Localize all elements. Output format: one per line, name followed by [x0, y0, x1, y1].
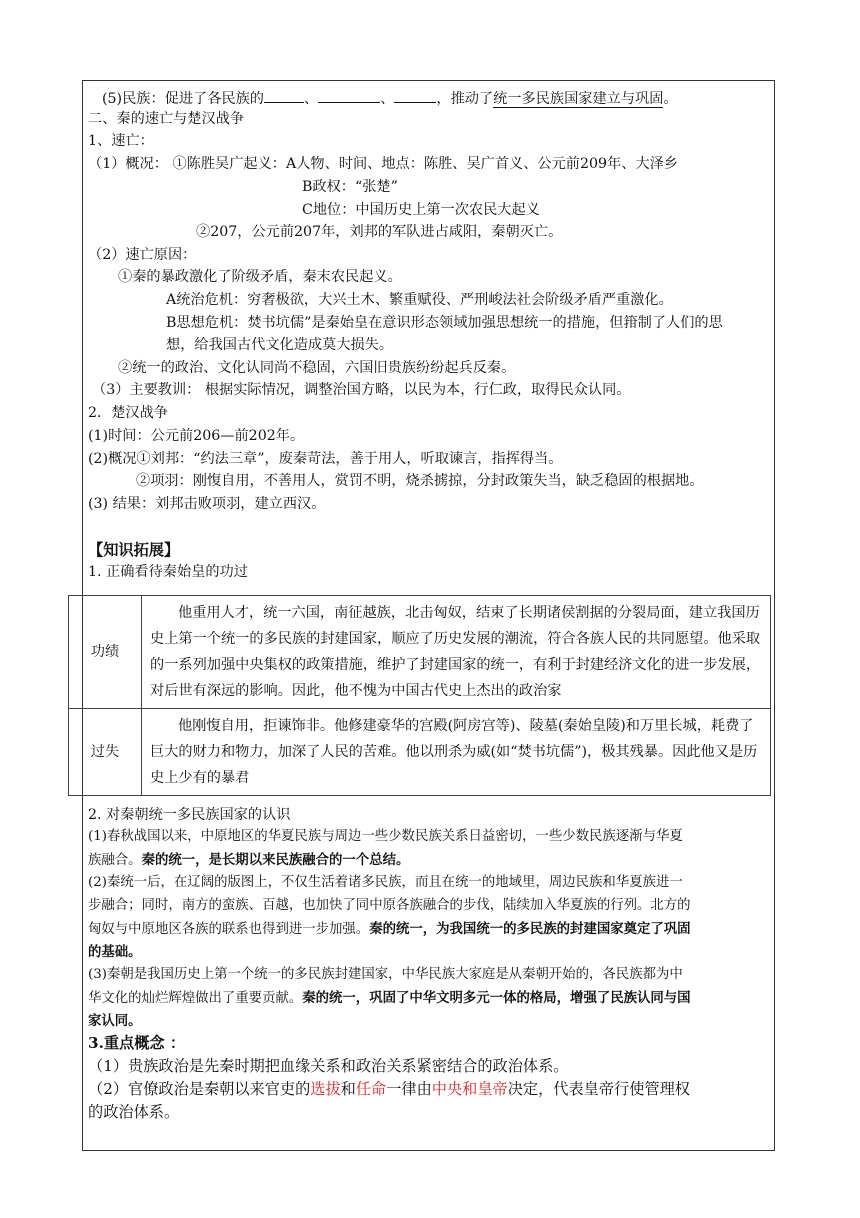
text: 一律由: [386, 1080, 432, 1098]
blank: [318, 88, 380, 103]
section-title: 二、秦的速亡与楚汉战争: [88, 111, 245, 127]
blank: [264, 88, 304, 103]
key-line: 的政治体系。: [88, 1103, 180, 1121]
reason-line: A统治危机：穷奢极欲，大兴土木、繁重赋役、严刑峻法社会阶级矛盾严重激化。: [166, 292, 673, 308]
war-line: (1)时间：公元前206—前202年。: [88, 428, 305, 444]
reason-title: （2）速亡原因：: [88, 247, 197, 263]
row-text: 他刚愎自用，拒谏饰非。他修建豪华的宫殿(阿房宫等)、陵墓(秦始皇陵)和万里长城，耗费了巨大的财力和物力，加深了人民的苦难。他以刑杀为威(如“焚书坑儒”)，极其残暴。因此他又是历史上少有的暴君: [142, 709, 771, 796]
subsection-title: 2．楚汉战争: [88, 405, 168, 421]
text: 华文化的灿烂辉煌做出了重要贡献。: [88, 991, 303, 1006]
war-line: (2)概况①刘邦：“约法三章”，废秦苛法，善于用人，听取谏言，指挥得当。: [88, 451, 563, 467]
text: （2）官僚政治是秦朝以来官吏的: [88, 1080, 311, 1098]
reason-line: 想，给我国古代文化造成莫大损失。: [166, 337, 394, 353]
highlight-text: 中央和皇帝: [431, 1080, 508, 1098]
text: 决定，代表皇帝行使管理权: [507, 1080, 690, 1098]
key-line: （1）贵族政治是先秦时期把血缘关系和政治关系紧密结合的政治体系。: [88, 1057, 569, 1075]
extension-subtitle: 1. 正确看待秦始皇的功过: [88, 564, 248, 580]
extension-title: 【知识拓展】: [88, 541, 180, 559]
para-line: (3)秦朝是我国历史上第一个统一的多民族封建国家，中华民族大家庭是从秦朝开始的，各民族都为中: [88, 967, 683, 982]
underlined-text: 统一多民族国家建立与巩固: [493, 91, 664, 107]
text: ，推动了: [436, 91, 494, 107]
text: 。: [663, 91, 678, 107]
merits-faults-table: [68, 595, 771, 796]
para-line: (1)春秋战国以来，中原地区的华夏民族与周边一些少数民族关系日益密切，一些少数民族逐渐与华夏: [88, 829, 683, 844]
overview-line: C地位：中国历史上第一次农民大起义: [302, 202, 540, 218]
text: (5)民族：促进了各民族的: [102, 91, 264, 107]
para-line: [88, 919, 691, 940]
overview-line: ②207，公元前207年，刘邦的军队进占咸阳，秦朝灭亡。: [196, 224, 563, 240]
row-head: 过失: [69, 709, 142, 796]
text: 、: [303, 91, 319, 107]
lesson-line: （3）主要教训： 根据实际情况，调整治国方略，以民为本，行仁政，取得民众认同。: [92, 382, 631, 398]
text: 和: [340, 1080, 356, 1098]
extension-subtitle: 2. 对秦朝统一多民族国家的认识: [88, 807, 291, 823]
row-text: 他重用人才，统一六国，南征越族，北击匈奴，结束了长期诸侯割据的分裂局面，建立我国历史上第一个统一的多民族的封建国家，顺应了历史发展的潮流，符合各族人民的共同愿望。他采取的一系列加强中央集权的政策措施，维护了封建国家的统一，有利于封建经济文化的进一步发展，对后世有深远的影响。因此，他不愧为中国古代史上杰出的政治家: [142, 596, 771, 709]
war-line: ②项羽：刚愎自用，不善用人，赏罚不明，烧杀掳掠，分封政策失当，缺乏稳固的根据地。: [136, 473, 704, 489]
table-row: [69, 709, 771, 796]
reason-line: B思想危机：焚书坑儒”是秦始皇在意识形态领域加强思想统一的措施，但箝制了人们的思: [166, 315, 723, 331]
bold-text: 秦的统一，巩固了中华文明多元一体的格局，增强了民族认同与国: [302, 990, 691, 1006]
highlight-text: 任命: [355, 1080, 387, 1098]
ethnic-line: [102, 88, 678, 109]
row-head: 功绩: [69, 596, 142, 709]
highlight-text: 选拔: [310, 1080, 341, 1098]
text: 族融合。: [88, 853, 142, 868]
reason-line: ①秦的暴政激化了阶级矛盾，秦末农民起义。: [118, 269, 402, 285]
text: 、: [380, 91, 395, 107]
war-line: (3) 结果：刘邦击败项羽，建立西汉。: [88, 496, 326, 512]
blank: [394, 88, 436, 103]
para-line: 的基础。: [88, 944, 142, 960]
overview-line: B政权：“张楚”: [302, 179, 398, 195]
bold-text: 秦的统一，为我国统一的多民族的封建国家奠定了巩固: [369, 921, 691, 937]
para-line: [88, 850, 409, 871]
table-row: [69, 596, 771, 709]
text: 匈奴与中原地区各族的联系也得到进一步加强。: [88, 922, 370, 937]
overview-line: （1）概况： ①陈胜吴广起义：A人物、时间、地点：陈胜、吴广首义、公元前209年、大泽乡: [88, 156, 678, 172]
para-line: 步融合；同时，南方的蛮族、百越，也加快了同中原各族融合的步伐，陆续加入华夏族的行列。北方的: [88, 898, 691, 913]
para-line: (2)秦统一后，在辽阔的版图上，不仅生活着诸多民族，而且在统一的地域里，周边民族和华夏族进一: [88, 875, 683, 890]
key-concepts-title: 3.重点概念 ：: [88, 1034, 186, 1052]
subsection-title: 1、速亡：: [88, 133, 154, 149]
bold-text: 秦的统一，是长期以来民族融合的一个总结。: [141, 852, 410, 868]
key-line: [88, 1079, 690, 1099]
reason-line: ②统一的政治、文化认同尚不稳固，六国旧贵族纷纷起兵反秦。: [118, 360, 516, 376]
para-line: [88, 988, 691, 1009]
para-line: 家认同。: [88, 1013, 142, 1029]
